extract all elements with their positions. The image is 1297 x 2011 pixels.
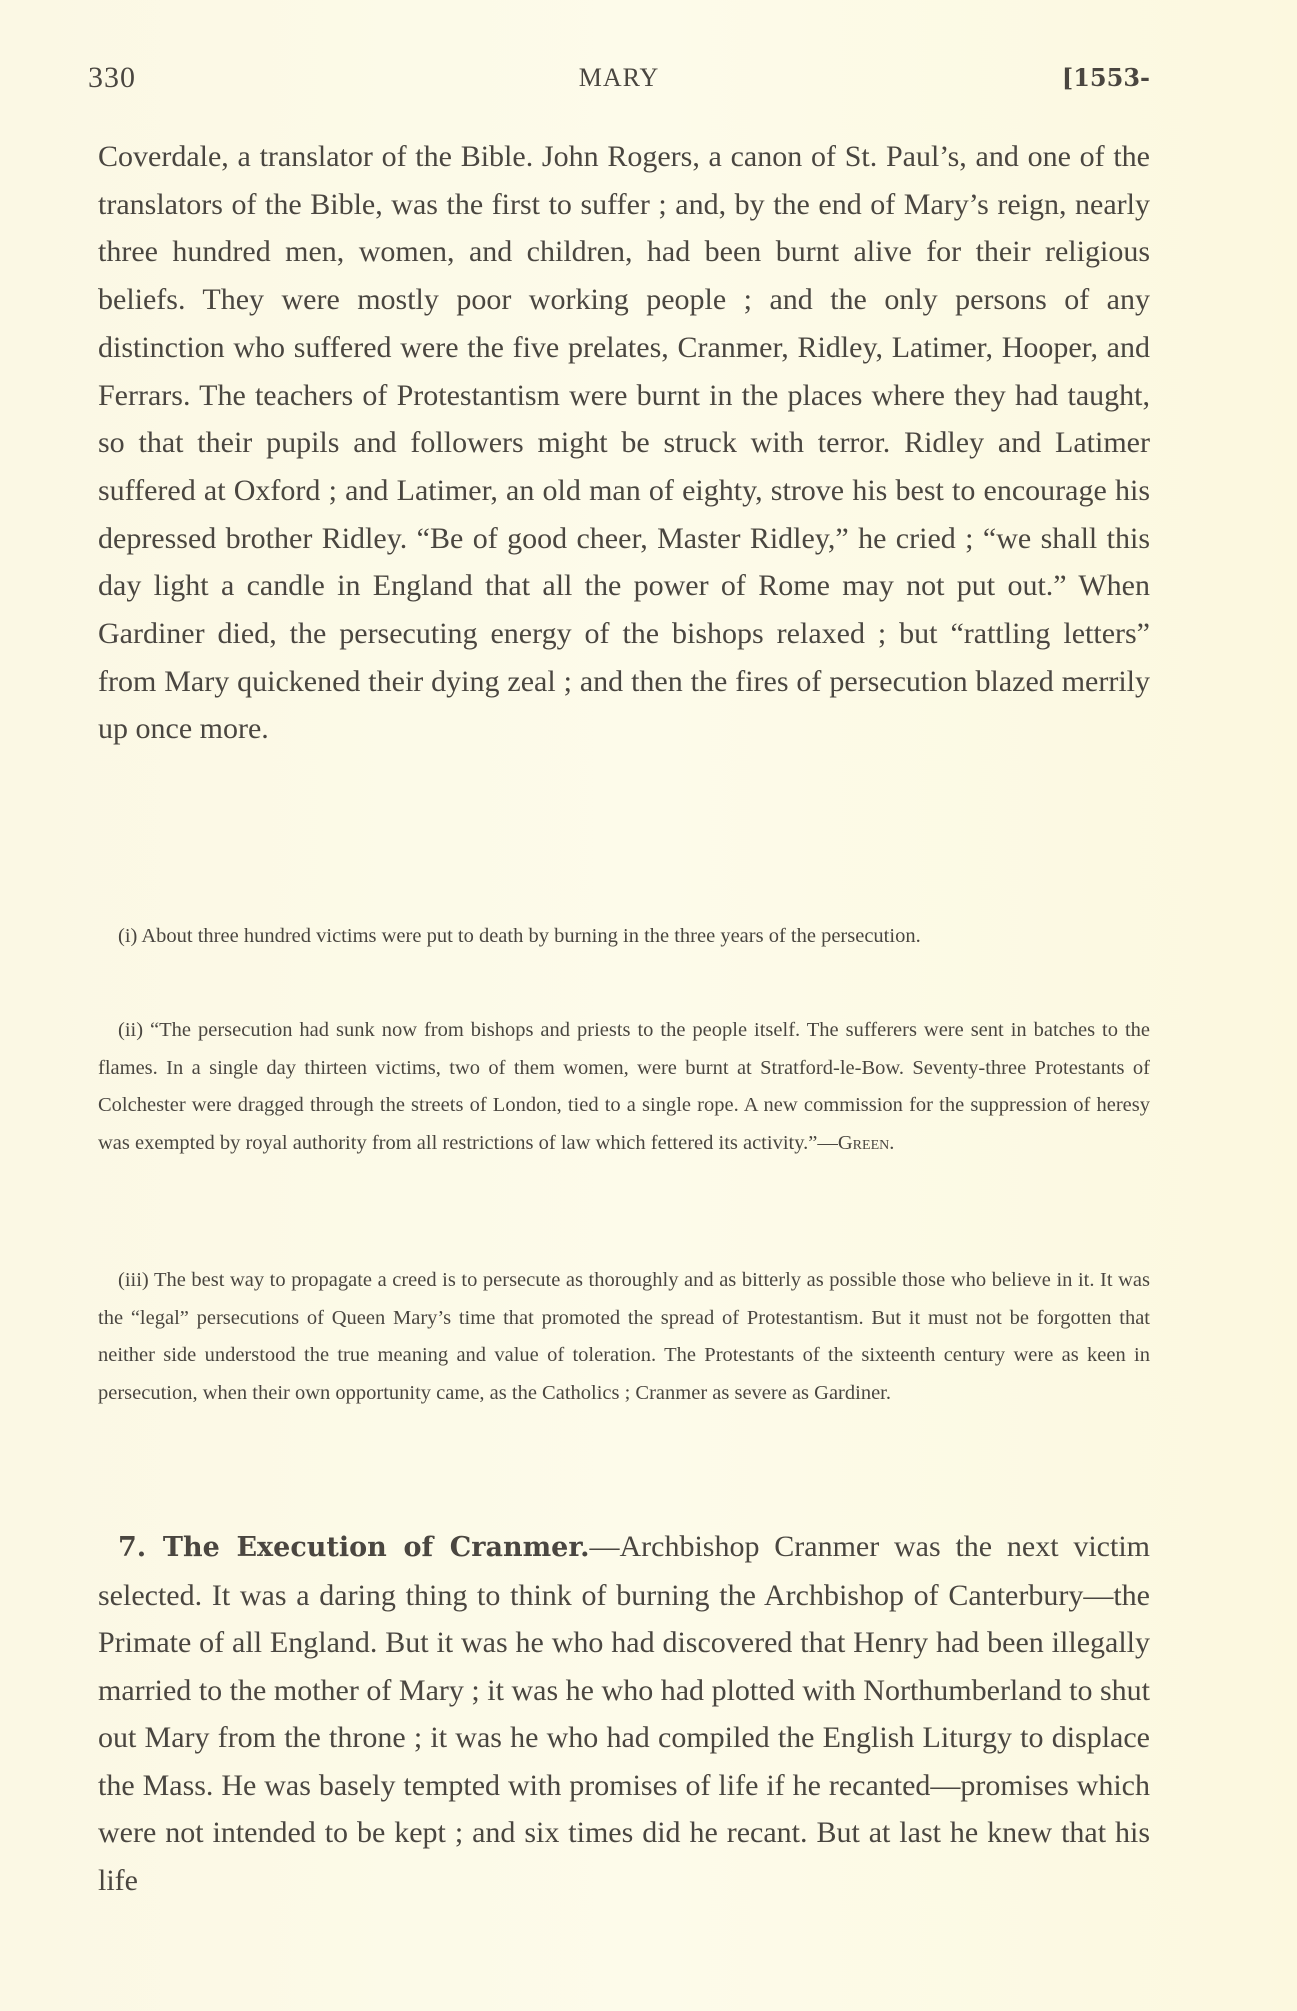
note-text: The best way to propagate a creed is to persecute as thoroughly and as bitterly as possible those who believe in it. It was the “legal” persecutions of Queen Mary’s time that promoted the spread of Protestantism. But it must not be forgotten that neither side understood the true meaning and value of toleration. The Protestants of the sixteenth century were as keen in persecution, when their own opportunity came, as the Catholics ; Cranmer as severe as Gardiner. xyxy=(98,1269,1150,1404)
note-attribution: Green. xyxy=(837,1131,895,1154)
main-paragraph xyxy=(98,133,1150,753)
note-label: (ii) xyxy=(118,1019,144,1041)
note-label: (iii) xyxy=(118,1269,149,1291)
running-title: MARY xyxy=(578,63,660,92)
page-header xyxy=(88,58,1150,98)
year-marker: [1553- xyxy=(1061,63,1150,92)
section-7 xyxy=(98,1523,1150,1904)
note-label: (i) xyxy=(118,925,138,947)
main-paragraph-text: Coverdale, a translator of the Bible. John Rogers, a canon of St. Paul’s, and one of the translators of the Bible, was the first to suffer ; and, by the end of Mary’s reign, nearly three hundred men, women, and children, had been burnt alive for their religious beliefs. They were mostly poor working people ; and the only persons of any distinction who suffered were the five prelates, Cranmer, Ridley, Latimer, Hooper, and Ferrars. The teachers of Protestantism were burnt in the places where they had taught, so that their pupils and followers might be struck with terror. Ridley and Latimer suffered at Oxford ; and Latimer, an old man of eighty, strove his best to encourage his depressed brother Ridley. “Be of good cheer, Master Ridley,” he cried ; “we shall this day light a candle in England that all the power of Rome may not put out.” When Gardiner died, the persecuting energy of the bishops relaxed ; but “rattling letters” from Mary quickened their dying zeal ; and then the fires of persecution blazed merrily up once more. xyxy=(98,140,1150,746)
note-ii xyxy=(98,1012,1150,1162)
page-number: 330 xyxy=(88,61,136,94)
section-text: —Archbishop Cranmer was the next victim selected. It was a daring thing to think of burning the Archbishop of Canterbury—the Primate of all England. But it was he who had discovered that Henry had been illegally married to the mother of Mary ; it was he who had plotted with Northumberland to shut out Mary from the throne ; it was he who had compiled the English Liturgy to displace the Mass. He was basely tempted with promises of life if he recanted—promises which were not intended to be kept ; and six times did he recant. But at last he knew that his life xyxy=(98,1530,1150,1897)
note-i xyxy=(98,918,1150,956)
note-text: About three hundred victims were put to death by burning in the three years of the persecution. xyxy=(141,925,921,947)
note-text: “The persecution had sunk now from bishops and priests to the people itself. The sufferers were sent in batches to the flames. In a single day thirteen victims, two of them women, were burnt at Stratford-le-Bow. Seventy-three Protestants of Colchester were dragged through the streets of London, tied to a single rope. A new commission for the suppression of heresy was exempted by royal authority from all restrictions of law which fettered its activity.”— xyxy=(98,1019,1151,1154)
section-heading: 7. The Execution of Cranmer. xyxy=(118,1532,590,1563)
note-iii xyxy=(98,1262,1150,1412)
